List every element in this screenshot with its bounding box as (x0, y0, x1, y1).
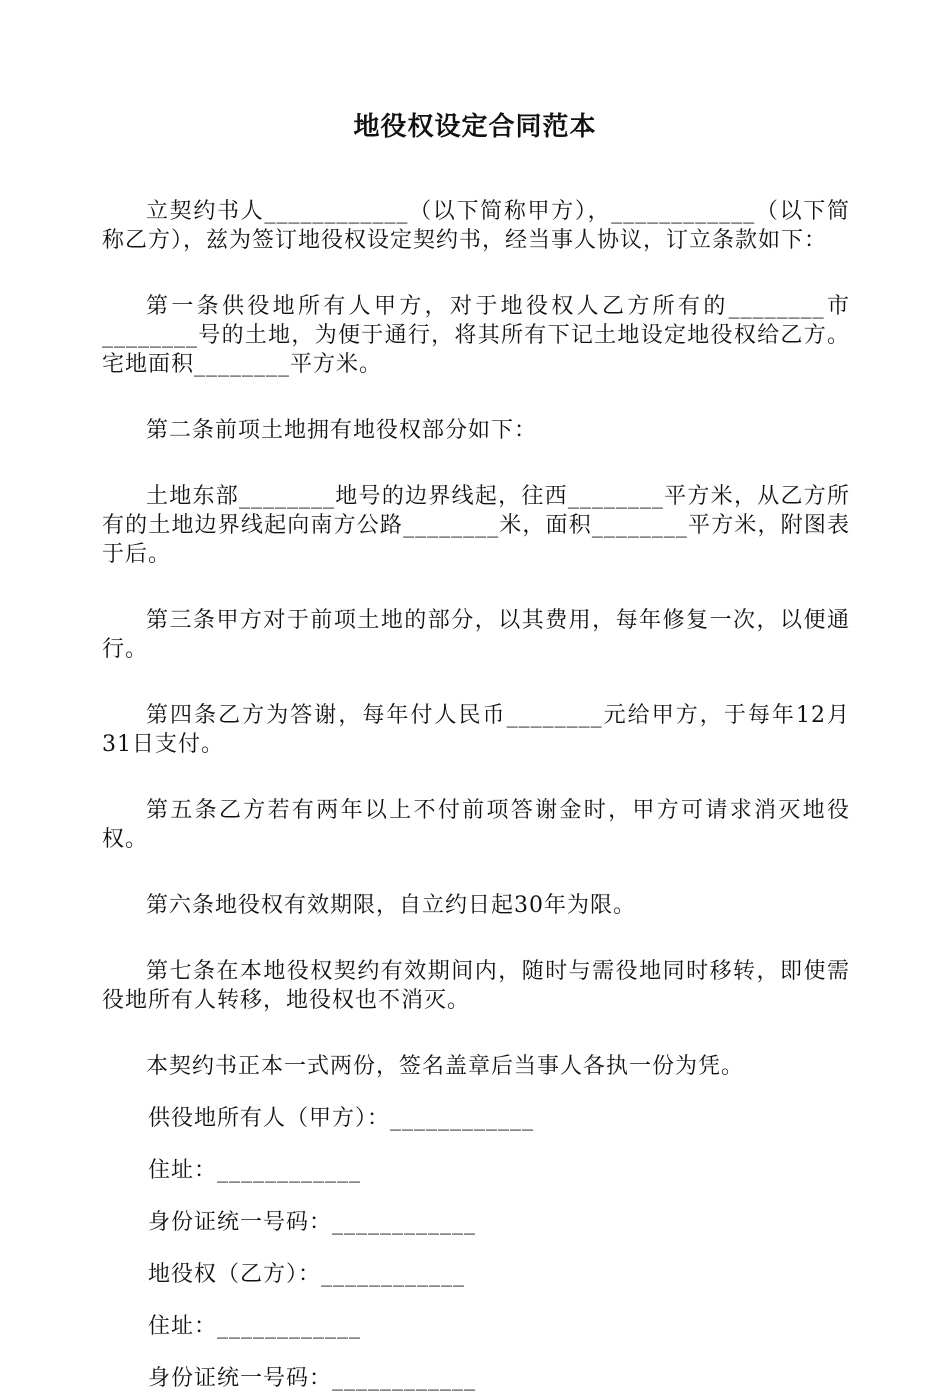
paragraph-copies-clause: 本契约书正本一式两份，签名盖章后当事人各执一份为凭。 (146, 1054, 745, 1079)
paragraph-article-2: 第二条前项土地拥有地役权部分如下： (146, 418, 538, 443)
signature-block (102, 1104, 850, 1393)
signature-servient-owner: 供役地所有人（甲方）：____________ (148, 1106, 535, 1131)
signature-id-number-a: 身份证统一号码：____________ (148, 1210, 477, 1235)
signature-id-number-b: 身份证统一号码：____________ (148, 1366, 477, 1391)
document-title: 地役权设定合同范本 (353, 112, 597, 142)
paragraph-article-7: 第七条在本地役权契约有效期间内，随时与需役地同时移转，即使需役地所有人转移，地役权也不消灭。 (102, 959, 850, 1013)
signature-address-b: 住址：____________ (148, 1314, 362, 1339)
paragraph-article-4: 第四条乙方为答谢，每年付人民币________元给甲方，于每年12月31日支付。 (102, 703, 850, 757)
document-body (102, 197, 850, 1393)
paragraph-article-5: 第五条乙方若有两年以上不付前项答谢金时，甲方可请求消灭地役权。 (102, 798, 850, 852)
paragraph-preamble: 立契约书人____________（以下简称甲方），____________（以下简称乙方），兹为签订地役权设定契约书，经当事人协议，订立条款如下： (102, 199, 850, 253)
paragraph-article-3: 第三条甲方对于前项土地的部分，以其费用，每年修复一次，以便通行。 (102, 608, 850, 662)
paragraph-article-6: 第六条地役权有效期限，自立约日起30年为限。 (146, 893, 636, 918)
signature-address-a: 住址：____________ (148, 1158, 362, 1183)
paragraph-article-2-detail: 土地东部________地号的边界线起，往西________平方米，从乙方所有的土地边界线起向南方公路________米，面积________平方米，附图表于后。 (102, 484, 850, 567)
paragraph-article-1: 第一条供役地所有人甲方，对于地役权人乙方所有的________市________号的土地，为便于通行，将其所有下记土地设定地役权给乙方。宅地面积________平方米。 (102, 294, 850, 377)
signature-easement-holder: 地役权（乙方）：____________ (148, 1262, 466, 1287)
